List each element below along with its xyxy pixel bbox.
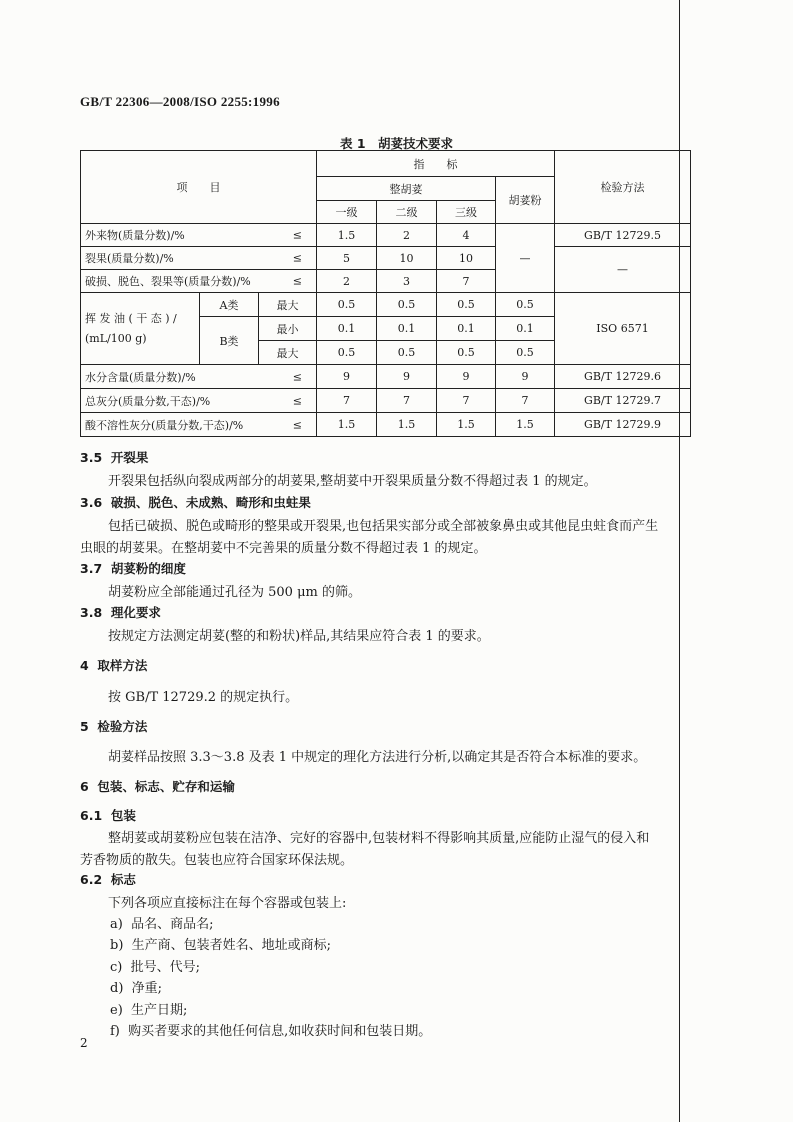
list-item xyxy=(110,1020,431,1039)
cell-value: 3 xyxy=(377,270,437,293)
volatile-oil-unit: (mL/100 g) xyxy=(85,331,147,345)
volatile-oil-label-line1: 挥 发 油 ( 干 态 ) / xyxy=(85,311,177,325)
cell-dash: — xyxy=(496,224,555,293)
cell-value: 2 xyxy=(377,224,437,247)
row-label: 酸不溶性灰分(质量分数,干态)/% xyxy=(85,418,244,432)
paragraph: 开裂果包括纵向裂成两部分的胡荽果,整胡荽中开裂果质量分数不得超过表 1 的规定。 xyxy=(108,474,597,489)
le-sign: ≤ xyxy=(292,228,302,242)
section-title: 取样方法 xyxy=(97,658,148,673)
cell-dash: — xyxy=(555,247,691,293)
header-method: 检验方法 xyxy=(555,151,691,224)
section-heading xyxy=(80,559,186,577)
section-heading xyxy=(80,656,147,674)
cell-value: 1.5 xyxy=(317,413,377,437)
cell-method: GB/T 12729.9 xyxy=(555,413,691,437)
table-row xyxy=(81,224,691,247)
section-number: 3.6 xyxy=(80,495,103,510)
list-marker: a) xyxy=(110,917,123,932)
section-heading xyxy=(80,717,147,735)
paragraph: 按规定方法测定胡荽(整的和粉状)样品,其结果应符合表 1 的要求。 xyxy=(108,629,490,644)
list-marker: c) xyxy=(110,960,123,975)
cell-value: 2 xyxy=(317,270,377,293)
max-label: 最大 xyxy=(259,293,317,317)
cell-method: GB/T 12729.6 xyxy=(555,365,691,389)
paragraph: 虫眼的胡荽果。在整胡荽中不完善果的质量分数不得超过表 1 的规定。 xyxy=(80,541,487,556)
section-title: 理化要求 xyxy=(110,605,161,620)
le-sign: ≤ xyxy=(292,418,302,431)
min-label: 最小 xyxy=(259,317,317,341)
cell-value: 0.1 xyxy=(377,317,437,341)
class-b: B类 xyxy=(200,317,259,365)
list-marker: b) xyxy=(110,938,124,953)
paragraph: 芳香物质的散失。包装也应符合国家环保法规。 xyxy=(80,853,354,868)
list-text: 生产日期; xyxy=(131,1003,188,1018)
paragraph: 整胡荽或胡荽粉应包装在洁净、完好的容器中,包装材料不得影响其质量,应能防止湿气的侵入和 xyxy=(108,831,650,846)
row-label: 外来物(质量分数)/% xyxy=(85,229,185,242)
section-title: 包装 xyxy=(110,808,136,823)
paragraph: 包括已破损、脱色或畸形的整果或开裂果,也包括果实部分或全部被象鼻虫或其他昆虫蛀食而产生 xyxy=(108,519,659,534)
cell-method: GB/T 12729.7 xyxy=(555,389,691,413)
header-item: 项 目 xyxy=(81,151,317,224)
cell-value: 0.5 xyxy=(437,293,496,317)
paragraph: 下列各项应直接标注在每个容器或包装上: xyxy=(108,896,347,911)
header-grade-2: 二级 xyxy=(377,201,437,224)
list-marker: e) xyxy=(110,1003,123,1018)
list-text: 批号、代号; xyxy=(130,960,201,975)
row-label: 破损、脱色、裂果等(质量分数)/% xyxy=(85,275,251,288)
table-row xyxy=(81,413,691,437)
list-marker: d) xyxy=(110,981,124,996)
header-grade-1: 一级 xyxy=(317,201,377,224)
cell-value: 0.5 xyxy=(437,341,496,365)
section-number: 6.1 xyxy=(80,808,103,823)
volatile-oil-label xyxy=(81,293,200,365)
header-powder: 胡荽粉 xyxy=(496,177,555,224)
cell-method: ISO 6571 xyxy=(555,293,691,365)
cell-value: 0.5 xyxy=(377,341,437,365)
cell-value: 7 xyxy=(437,389,496,413)
cell-value: 1.5 xyxy=(377,413,437,437)
row-label: 总灰分(质量分数,干态)/% xyxy=(85,394,211,408)
cell-value: 9 xyxy=(496,365,555,389)
cell-value: 5 xyxy=(317,247,377,270)
cell-value: 7 xyxy=(377,389,437,413)
le-sign: ≤ xyxy=(292,394,302,407)
le-sign: ≤ xyxy=(292,370,302,383)
table-row xyxy=(81,389,691,413)
section-heading xyxy=(80,603,161,621)
cell-value: 7 xyxy=(437,270,496,293)
section-title: 破损、脱色、未成熟、畸形和虫蛀果 xyxy=(110,495,311,510)
cell-value: 0.5 xyxy=(317,341,377,365)
cell-value: 0.5 xyxy=(496,341,555,365)
cell-value: 0.1 xyxy=(317,317,377,341)
section-title: 标志 xyxy=(110,872,136,887)
list-text: 生产商、包装者姓名、地址或商标; xyxy=(131,938,332,953)
section-number: 6.2 xyxy=(80,872,103,887)
section-heading xyxy=(80,806,136,824)
section-number: 3.8 xyxy=(80,605,103,620)
table-caption: 表 1 胡荽技术要求 xyxy=(339,136,454,151)
list-item xyxy=(110,956,200,975)
list-item xyxy=(110,913,213,932)
le-sign: ≤ xyxy=(292,274,302,288)
table-row xyxy=(81,365,691,389)
section-number: 3.7 xyxy=(80,561,103,576)
paragraph: 胡荽粉应全部能通过孔径为 500 μm 的筛。 xyxy=(108,585,361,600)
coriander-spec-table xyxy=(80,150,691,437)
table-row xyxy=(81,293,691,317)
list-text: 净重; xyxy=(131,981,163,996)
cell-value: 0.5 xyxy=(317,293,377,317)
cell-value: 0.5 xyxy=(377,293,437,317)
cell-value: 0.1 xyxy=(437,317,496,341)
cell-value: 0.5 xyxy=(496,293,555,317)
list-text: 购买者要求的其他任何信息,如收获时间和包装日期。 xyxy=(128,1024,432,1039)
section-number: 5 xyxy=(80,719,89,734)
list-item xyxy=(110,999,187,1018)
section-heading xyxy=(80,448,148,466)
cell-method: GB/T 12729.5 xyxy=(555,224,691,247)
paragraph: 按 GB/T 12729.2 的规定执行。 xyxy=(108,690,299,705)
page-number: 2 xyxy=(80,1036,88,1050)
cell-value: 1.5 xyxy=(437,413,496,437)
section-title: 开裂果 xyxy=(110,450,149,465)
cell-value: 10 xyxy=(377,247,437,270)
list-item xyxy=(110,934,331,953)
cell-value: 7 xyxy=(496,389,555,413)
section-number: 4 xyxy=(80,658,89,673)
section-heading xyxy=(80,870,136,888)
le-sign: ≤ xyxy=(292,251,302,265)
max-label: 最大 xyxy=(259,341,317,365)
paragraph: 胡荽样品按照 3.3～3.8 及表 1 中规定的理化方法进行分析,以确定其是否符合本标准的要求。 xyxy=(108,750,647,765)
cell-value: 7 xyxy=(317,389,377,413)
row-label: 裂果(质量分数)/% xyxy=(85,252,174,265)
header-grade-3: 三级 xyxy=(437,201,496,224)
section-number: 3.5 xyxy=(80,450,103,465)
section-heading xyxy=(80,777,235,795)
list-item xyxy=(110,977,162,996)
header-whole: 整胡荽 xyxy=(317,177,496,201)
list-marker: f) xyxy=(110,1024,120,1039)
section-number: 6 xyxy=(80,779,89,794)
list-text: 品名、商品名; xyxy=(131,917,214,932)
cell-value: 0.1 xyxy=(496,317,555,341)
standard-header: GB/T 22306—2008/ISO 2255:1996 xyxy=(80,94,280,109)
header-indicator: 指 标 xyxy=(317,151,555,177)
table-row xyxy=(81,247,691,270)
cell-value: 9 xyxy=(437,365,496,389)
section-title: 胡荽粉的细度 xyxy=(110,561,186,576)
cell-value: 1.5 xyxy=(317,224,377,247)
section-heading xyxy=(80,493,311,511)
class-a: A类 xyxy=(200,293,259,317)
row-label: 水分含量(质量分数)/% xyxy=(85,370,196,384)
cell-value: 10 xyxy=(437,247,496,270)
section-title: 包装、标志、贮存和运输 xyxy=(97,779,235,794)
cell-value: 9 xyxy=(317,365,377,389)
cell-value: 4 xyxy=(437,224,496,247)
section-title: 检验方法 xyxy=(97,719,148,734)
cell-value: 9 xyxy=(377,365,437,389)
cell-value: 1.5 xyxy=(496,413,555,437)
